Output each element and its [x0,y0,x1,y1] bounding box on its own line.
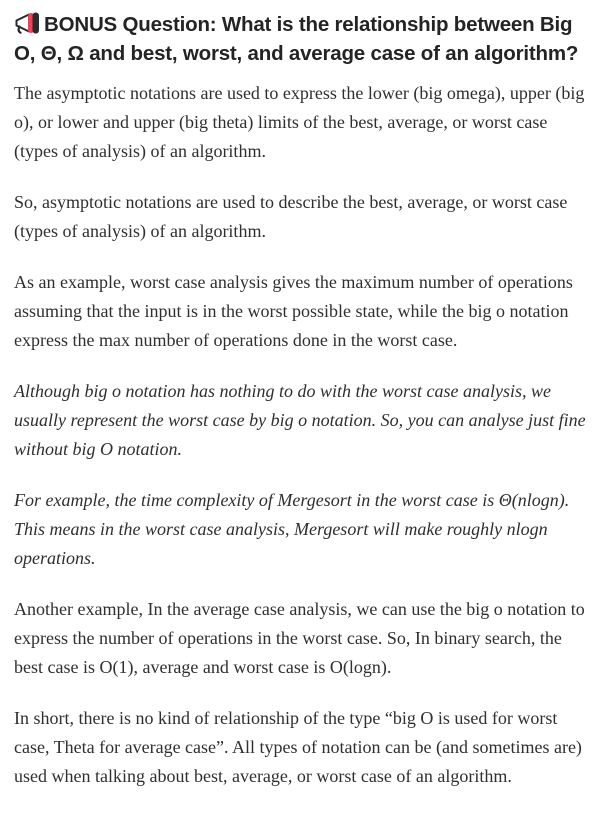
page-title-text: BONUS Question: What is the relationship between Big O, Θ, Ω and best, worst, and average case of an algorithm? [14,13,579,65]
paragraph-italic-mergesort: For example, the time complexity of Mergesort in the worst case is Θ(nlogn). This means in the worst case analysis, Mergesort will make roughly nlogn operations. [14,490,570,568]
paragraph-conclusion: In short, there is no kind of relationship of the type “big O is used for worst case, Theta for average case”. All types of notation can be (and sometimes are) used when talking about best, average, or worst case of an algorithm. [14,708,582,786]
paragraph-worst-case-example: As an example, worst case analysis gives the maximum number of operations assuming that the input is in the worst possible state, while the big o notation express the max number of operations done in the worst case. [14,272,573,350]
megaphone-icon [14,12,40,34]
paragraph-asymptotic-intro: The asymptotic notations are used to express the lower (big omega), upper (big o), or lower and upper (big theta) limits of the best, average, or worst case (types of analysis) of an algorithm. [14,83,585,161]
paragraph-italic-bigo-note: Although big o notation has nothing to do with the worst case analysis, we usually represent the worst case by big o notation. So, you can analyse just fine without big O notation. [14,381,586,459]
page-title [14,10,586,68]
paragraph-describe-cases: So, asymptotic notations are used to describe the best, average, or worst case (types of analysis) of an algorithm. [14,192,568,241]
paragraph-average-case-example: Another example, In the average case analysis, we can use the big o notation to express the number of operations in the worst case. So, In binary search, the best case is O(1), average and worst case is O(logn). [14,599,585,677]
